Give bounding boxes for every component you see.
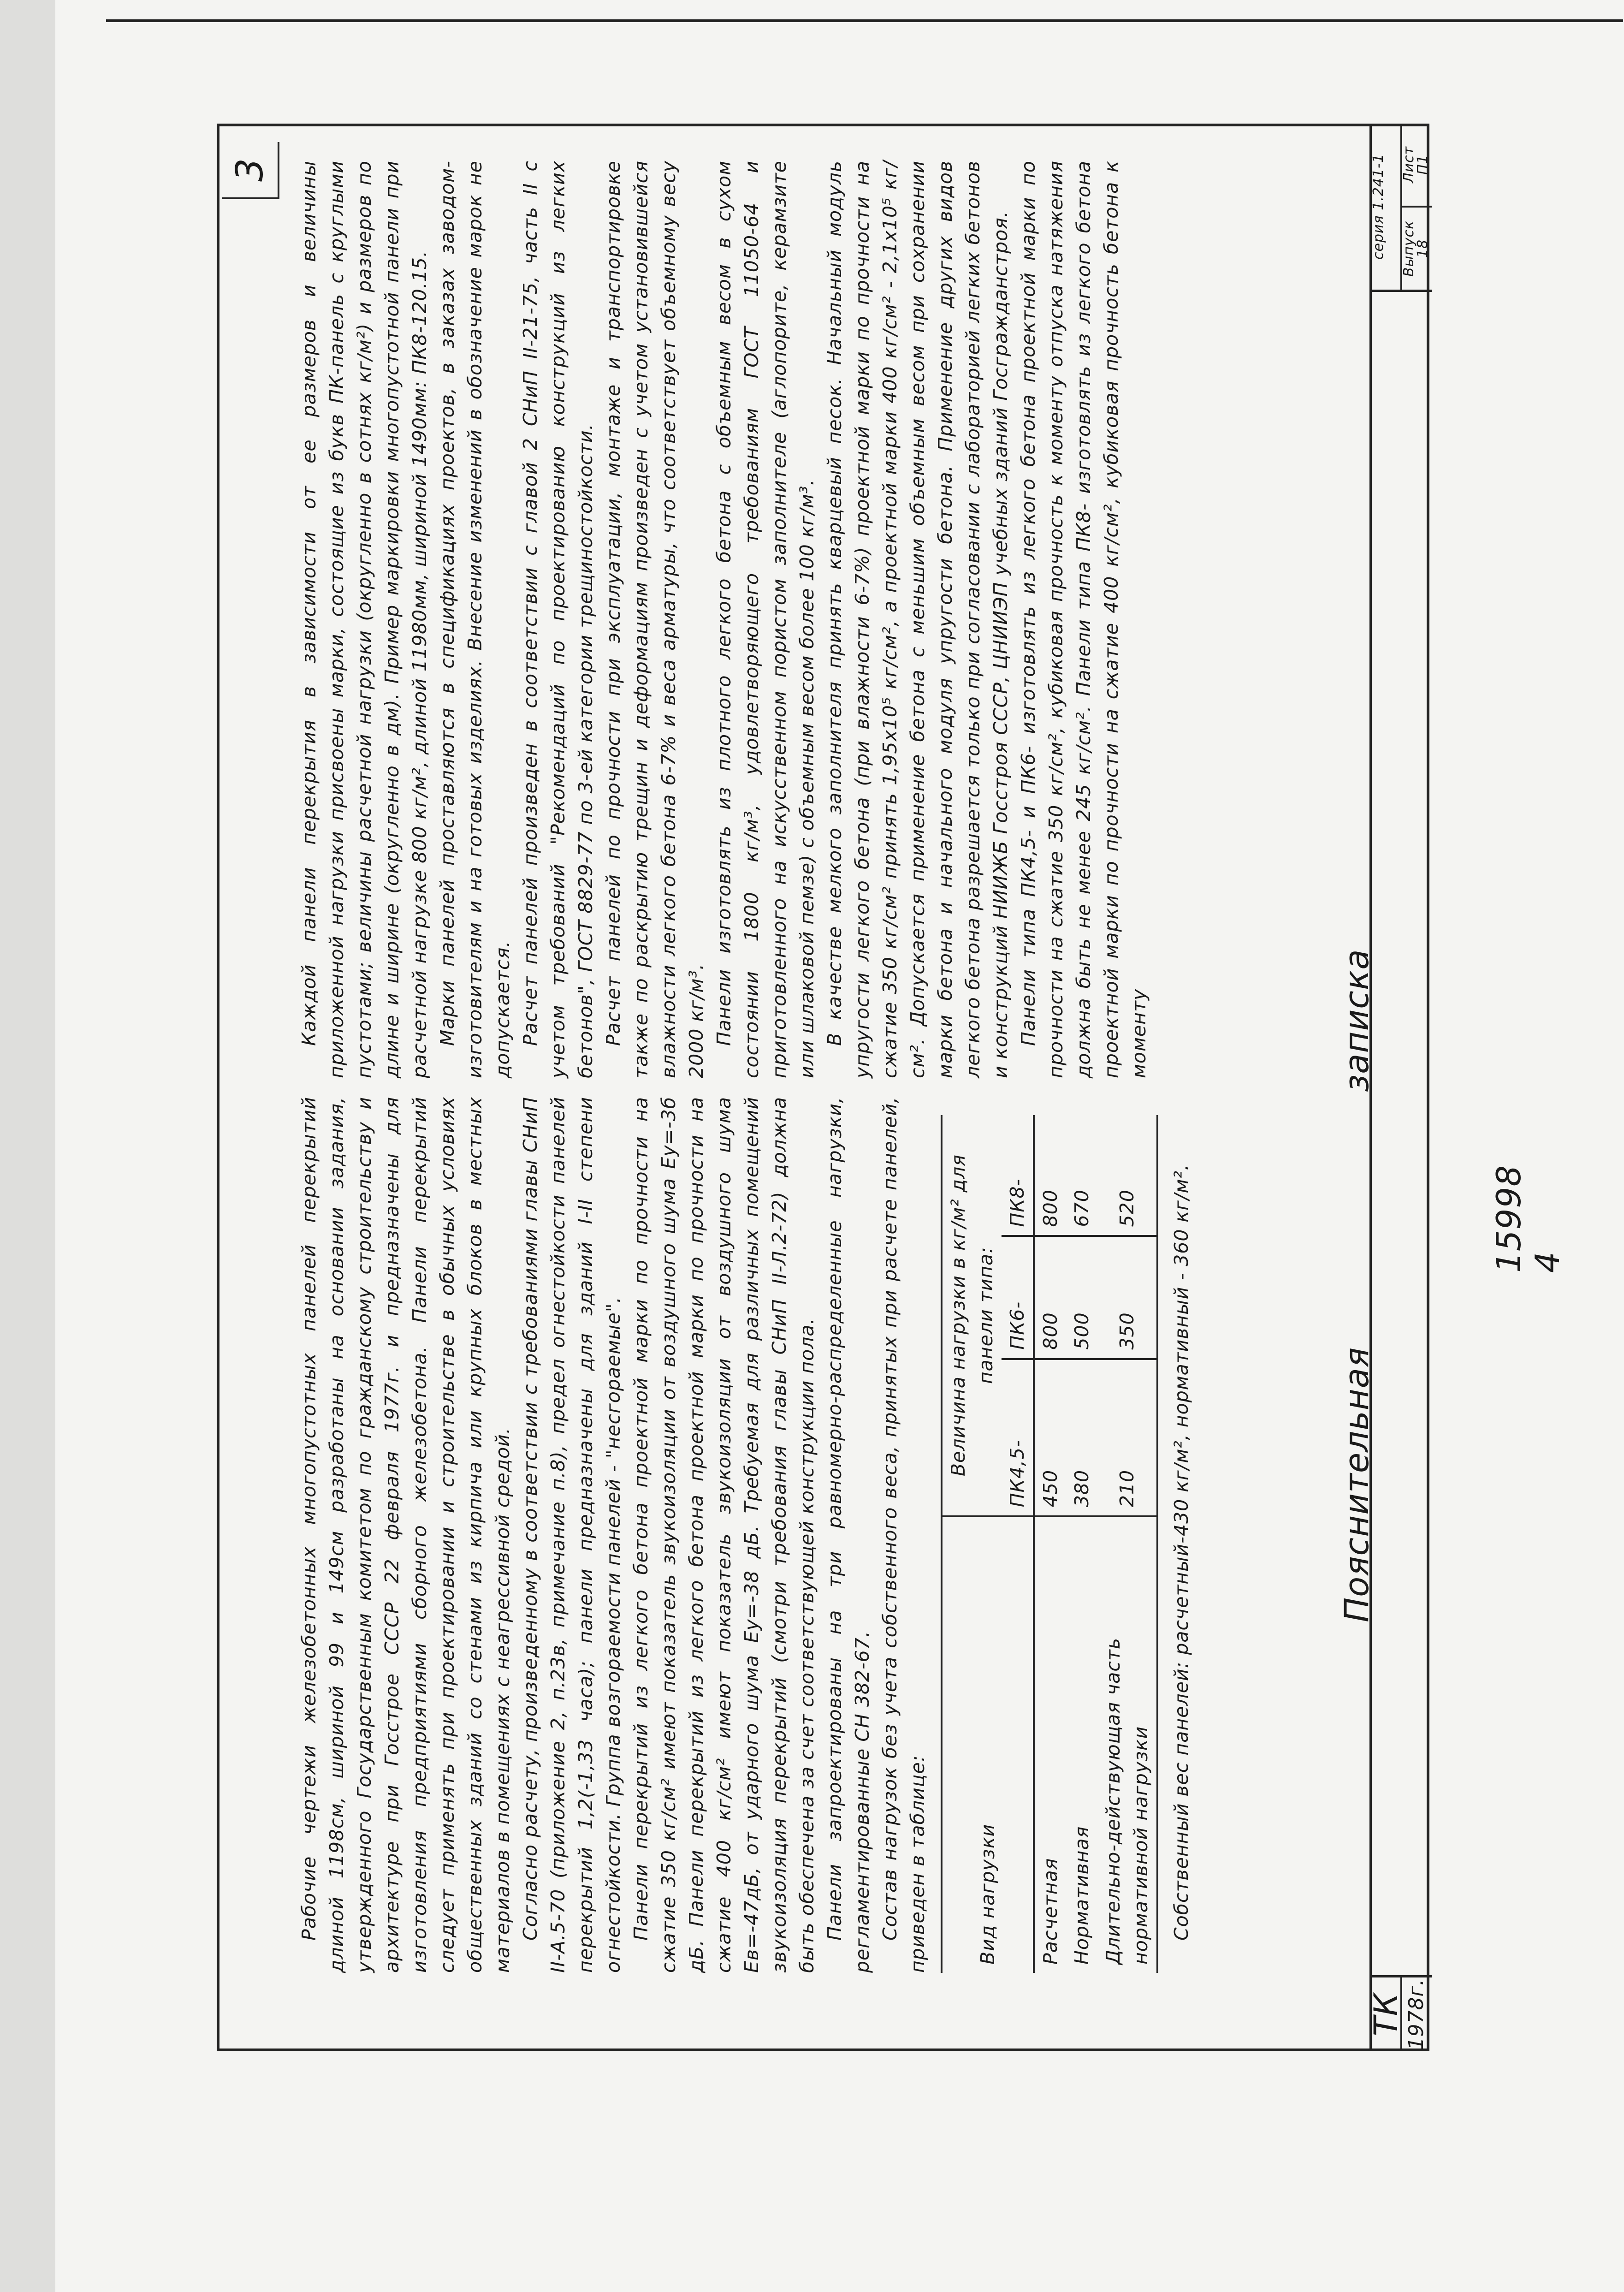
table-row <box>1034 1115 1066 1973</box>
cell: 450 <box>1034 1359 1066 1517</box>
paragraph: Расчет панелей по прочности при эксплуатации, монтаже и транспортировке также по раскрытию трещин и деформациям произведен с учетом установившейся влажности легкого бетона 6-7% и веса арматуры, что соответствует объемному весу 2000 кг/м³. <box>602 160 707 1078</box>
rotated-sheet <box>217 124 1429 2051</box>
left-column <box>295 1097 1195 1973</box>
loads-table <box>941 1115 1158 1973</box>
type-head: ПК6- <box>1002 1236 1034 1359</box>
right-column <box>295 160 1153 1078</box>
type-head: ПК8- <box>1002 1115 1034 1236</box>
paragraph: Рабочие чертежи железобетонных многопустотных панелей перекрытий длиной 1198см, шириной 99 и 149см разработаны на основании задания, утвержденного Государственным комитетом по гражданскому строительству и архитектуре при Госстрое СССР 22 февраля 1977г. и предназначены для изготовления предприятиями сборного железобетона. Панели перекрытий следует применять при проектировании и строительстве в обычных условиях общественных зданий со стенами из кирпича или крупных блоков в местных материалов в помещениях с неагрессивной средой. <box>298 1097 514 1973</box>
sheet-cell <box>1402 124 1432 206</box>
own-weight-note: Собственный вес панелей: расчетный-430 кг/м², нормативный - 360 кг/м². <box>1170 1164 1192 1941</box>
series-label: серия 1.241-1 <box>1372 124 1402 290</box>
col-head: Вид нагрузки <box>942 1516 1034 1973</box>
issue-value: 18 <box>1415 239 1431 258</box>
cell: 380 <box>1066 1359 1097 1517</box>
stamp-year: 1978г. <box>1405 1978 1428 2050</box>
paragraph: Панели перекрытий из легкого бетона проектной марки по прочности на сжатие 350 кг/см² имеют показатель звукоизоляции от воздушного шума Еу=-3б дБ. Панели перекрытий из легкого бетона проектной марки по прочности на сжатие 400 кг/см² имеют показатель звукоизоляции от воздушного шума Ев=-47дБ, от ударного шума Еу=-38 дБ. Требуемая для различных помещений звукоизоляция перекрытий (смотри требования главы СНиП II-Л.2-72) должна быть обеспечена за счет соответствующей конструкции пола. <box>630 1097 818 1973</box>
row-label: Расчетная <box>1039 1858 1061 1965</box>
paragraph: Панели изготовлять из плотного легкого бетона с объемным весом в сухом состоянии 1800 кг/м³, удовлетворяющего требованиям ГОСТ 11050-64 и приготовленного на искусственном пористом заполнителе (аглопорите, керамзите или шлаковой пемзе) с объемным весом более 100 кг/м³. <box>713 160 818 1078</box>
issue-label: Выпуск <box>1401 220 1417 277</box>
paragraph: Каждой панели перекрытия в зависимости от ее размеров и величины приложенной нагрузки присвоены марки, состоящие из букв ПК-панель с круглыми пустотами; величины расчетной нагрузки (округленно в сотнях кг/м²) и размеров по длине и ширине (округленно в дм). Пример маркировки многопустотной панели при расчетной нагрузке 800 кг/м², длиной 11980мм, шириной 1490мм: ПК8-120.15. <box>298 160 431 1078</box>
document-title: Пояснительная <box>1337 1347 1376 1622</box>
cell: 350 <box>1097 1236 1157 1359</box>
paragraph: В качестве мелкого заполнителя принять кварцевый песок. Начальный модуль упругости легкого бетона (при влажности 6-7%) проектной марки по прочности на сжатие 350 кг/см² принять 1,95х10⁵ кг/см², а проектной марки 400 кг/см² - 2,1х10⁵ кг/см². Допускается применение бетона с меньшим объемным весом при сохранении марки бетона и начального модуля упругости бетона. Применение других видов легкого бетона разрешается только при согласовании с лабораторией легких бетонов и конструкций НИИЖБ Госстроя СССР, ЦНИИЭП учебных зданий Госгражданстроя. <box>824 160 1012 1078</box>
paragraph: Расчет панелей произведен в соответствии с главой 2 СНиП II-21-75, часть II с учетом требований "Рекомендаций по проектированию конструкций из легких бетонов", ГОСТ 8829-77 по 3-ей категории трещиностойкости. <box>519 160 597 1078</box>
sheet-value: П1 <box>1415 154 1431 175</box>
paragraph: Марки панелей проставляются в спецификациях проектов, в заказах заводом-изготовителям и на готовых изделиях. Внесение изменений в обозначение марок не допускается. <box>436 160 514 1078</box>
scan-edge-noise <box>0 0 55 2292</box>
cell: 520 <box>1097 1115 1157 1236</box>
document-title-2: записка <box>1337 949 1376 1092</box>
row-label: Нормативная <box>1071 1826 1093 1965</box>
paragraph: Согласно расчету, произведенному в соответствии с требованиями главы СНиП II-А.5-70 (приложение 2, п.23в, примечание п.8), предел огнестойкости панелей перекрытий 1,2(-1,33 часа); панели предназначены для зданий I-II степени огнестойкости. Группа возгораемости панелей - "несгораемые". <box>519 1097 624 1973</box>
cell: 670 <box>1066 1115 1097 1236</box>
sheet-label: Лист <box>1401 146 1417 184</box>
paragraph: Состав нагрузок без учета собственного веса, принятых при расчете панелей, приведен в таблице: <box>879 1097 929 1973</box>
title-block <box>1369 124 1432 2051</box>
row-label: Длительно-действующая часть нормативной нагрузки <box>1102 1637 1152 1965</box>
group-head: Величина нагрузки в кг/м² для панели типа: <box>942 1115 1002 1516</box>
paragraph: Панели типа ПК4,5- и ПК6- изготовлять из легкого бетона проектной марки по прочности на сжатие 350 кг/см², кубиковая прочность к моменту отпуска натяжения должна быть не менее 245 кг/см². Панели типа ПК8- изготовлять из легкого бетона проектной марки по прочности на сжатие 400 кг/см², кубиковая прочность бетона к моменту <box>1017 160 1150 1078</box>
scan-top-rule <box>106 19 1623 22</box>
paragraph: Панели запроектированы на три равномерно-распределенные нагрузки, регламентированные СН 382-67. <box>824 1097 873 1973</box>
stamp-code: ТК <box>1372 1977 1402 2051</box>
type-head: ПК4,5- <box>1002 1359 1034 1517</box>
cell: 500 <box>1066 1236 1097 1359</box>
cell: 800 <box>1034 1236 1066 1359</box>
table-row <box>1066 1115 1097 1973</box>
issue-cell <box>1402 206 1432 290</box>
stamp-tk <box>1367 1975 1432 2051</box>
table-row <box>1097 1115 1157 1973</box>
cell: 210 <box>1097 1359 1157 1517</box>
stamp-series <box>1372 124 1432 292</box>
archive-number: 15998 4 <box>1489 1164 1567 1273</box>
cell: 800 <box>1034 1115 1066 1236</box>
page-number: 3 <box>222 142 279 199</box>
